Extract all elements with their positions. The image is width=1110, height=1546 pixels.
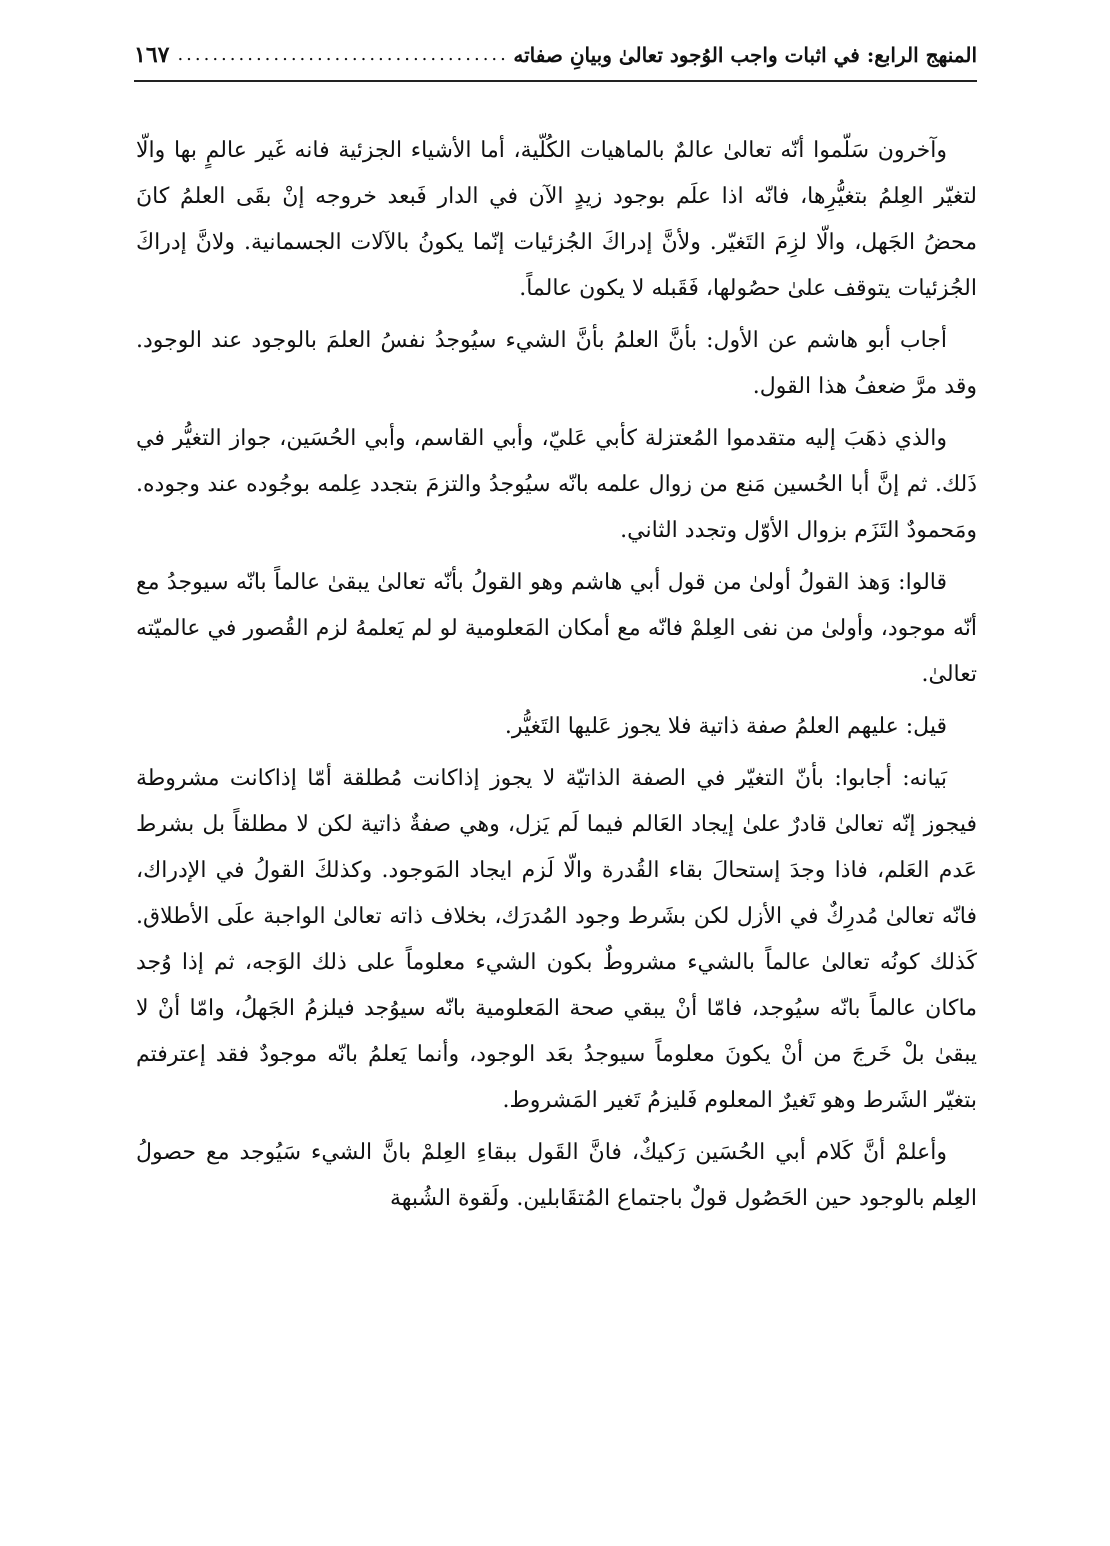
paragraph-3: والذي ذهَبَ إليه متقدموا المُعتزلة كأبي عَليّ، وأبي القاسم، وأبي الحُسَين، جواز التغيُّر في ذَلك. ثم إنَّ أبا الحُسين مَنع من زوال علمه بانّه سيُوجدُ والتزمَ بتجدد عِلمه بوجُوده عند وجوده. ومَحمودٌ التَزَم بزوال الأوّل وتجدد الثاني. [136, 426, 977, 543]
paragraph-7: وأعلمْ أنَّ كَلام أبي الحُسَين رَكيكٌ، فانَّ القَول ببقاءِ العِلمْ بانَّ الشيء سَيُوجد مع حصولُ العِلم بالوجود حين الحَصُول قولٌ باجتماع المُتقَابلين. ولَقوة الشُبهة [136, 1140, 977, 1211]
paragraph-5: قيل: عليهم العلمُ صفة ذاتية فلا يجوز عَليها التَغيُّر. [504, 714, 947, 739]
header-leader-dots [177, 45, 505, 65]
header-title: المنهج الرابع: في اثبات واجب الوُجود تعالىٰ وبيانِ صفاته [513, 43, 977, 67]
running-header [134, 30, 977, 82]
paragraph-2: أجاب أبو هاشم عن الأول: بأنَّ العلمُ بأنَّ الشيء سيُوجدُ نفسُ العلمَ بالوجود عند الوجود. وقد مرَّ ضعفُ هذا القول. [136, 328, 977, 399]
paragraph-6: بَيانه: أجابوا: بأنّ التغيّر في الصفة الذاتيّة لا يجوز إذاكانت مُطلقة أمّا إذاكانت مشروطة فيجوز إنّه تعالىٰ قادرٌ علىٰ إيجاد العَالم فيما لَم يَزل، وهي صفةٌ ذاتية لكن لا مطلقاً بل بشرط عَدم العَلم، فاذا وجدَ إستحالَ بقاء القُدرة والّا لَزم ايجاد المَوجود. وكذلكَ القولُ في الإدراك، فانّه تعالىٰ مُدرِكٌ في الأزل لكن بشَرط وجود المُدرَك، بخلاف ذاته تعالىٰ الواجبة علَى الأطلاق. كَذلك كونُه تعالىٰ عالماً بالشيء مشروطٌ بكون الشيء معلوماً على ذلك الوَجه، ثم إذا وُجد ماكان عالماً بانّه سيُوجد، فامّا أنْ يبقي صحة المَعلومية بانّه سيوُجد فيلزمُ الجَهلُ، وامّا أنْ لا يبقىٰ بلْ خَرجَ من أنْ يكونَ معلوماً سيوجدُ بعَد الوجود، وأنما يَعلمُ بانّه موجودٌ فقد إعترفتم بتغيّر الشَرط وهو تَغيرٌ المعلوم فَليزمُ تَغير المَشروط. [136, 766, 977, 1113]
paragraph-1: وآخرون سَلّموا أنّه تعالىٰ عالمٌ بالماهيات الكُلّية، أما الأشياء الجزئية فانه غَير عالمٍ بها والّا لتغيّر العِلمُ بتغيُّرِها، فانّه اذا علَم بوجود زيدٍ الآن في الدار فَبعد خروجه إنْ بقَى العلمُ كانَ محضُ الجَهل، والّا لزِمَ التَغيّر. ولأنَّ إدراكَ الجُزئيات إنّما يكونُ بالآلات الجسمانية. ولانَّ إدراكَ الجُزئيات يتوقف علىٰ حصُولها، فَقَبله لا يكون عالماً. [136, 138, 977, 301]
page-number: ١٦٧ [134, 42, 170, 68]
page-body [136, 128, 977, 1228]
paragraph-4: قالوا: وَهذ القولُ أولىٰ من قول أبي هاشم وهو القولُ بأنّه تعالىٰ يبقىٰ عالماً بانّه سيوجدُ مع أنّه موجود، وأولىٰ من نفى العِلمْ فانّه مع أمكان المَعلومية لو لم يَعلمهُ لزم القُصور في عالميّته تعالىٰ. [136, 570, 977, 687]
